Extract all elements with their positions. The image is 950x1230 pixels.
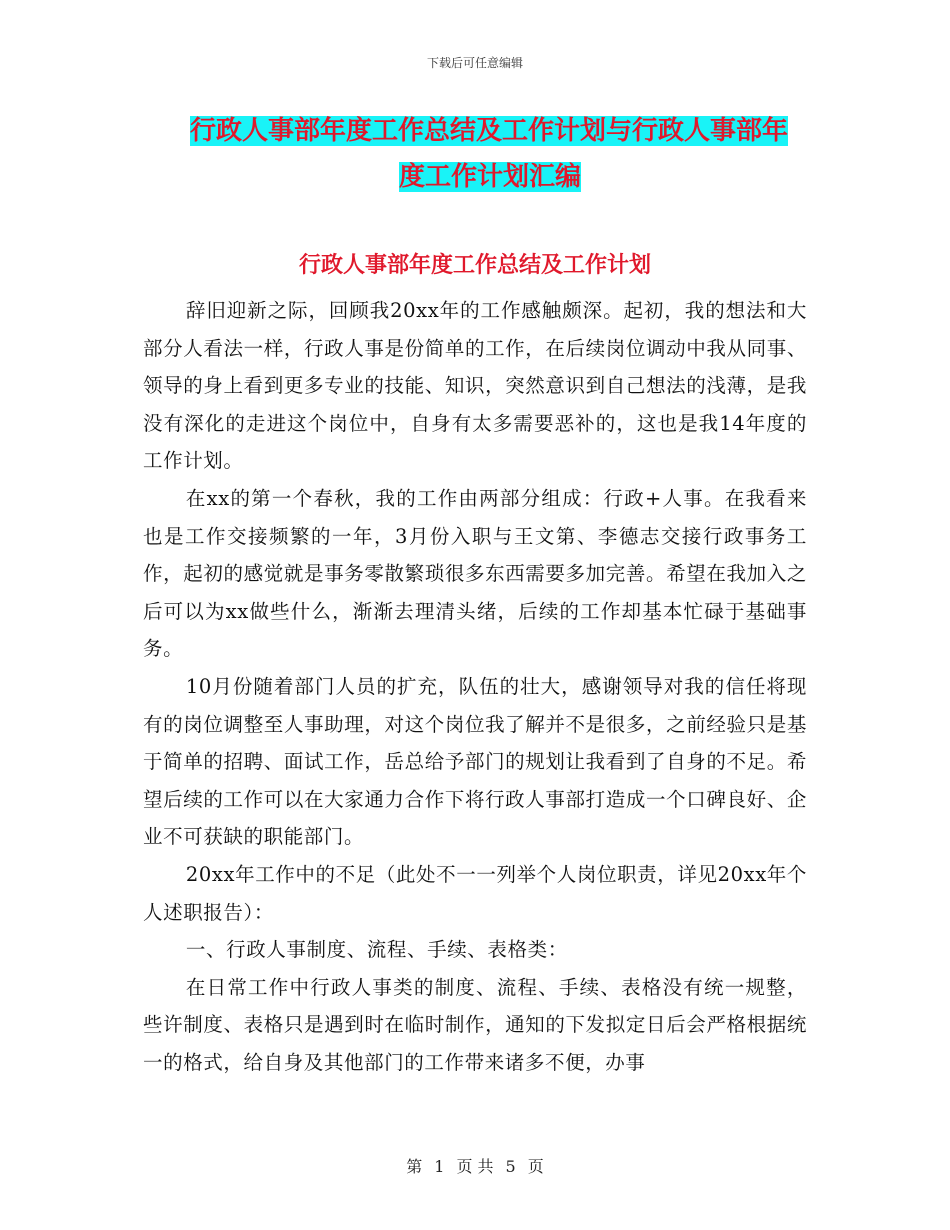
footer-current-page: 1 (434, 1157, 445, 1176)
paragraph: 20xx年工作中的不足（此处不一一列举个人岗位职责，详见20xx年个人述职报告）： (143, 862, 807, 924)
document-title (190, 108, 810, 200)
footer-total-pages: 5 (505, 1157, 516, 1176)
footer-prefix: 第 (406, 1157, 423, 1176)
document-title-line-2: 度工作计划汇编 (398, 162, 581, 192)
document-title-line-1: 行政人事部年度工作总结及工作计划与行政人事部年 (190, 116, 789, 146)
paragraph: 辞旧迎新之际，回顾我20xx年的工作感触颇深。起初，我的想法和大部分人看法一样，行政人事是份简单的工作，在后续岗位调动中我从同事、领导的身上看到更多专业的技能、知识，突然意识到自己想法的浅薄，是我没有深化的走进这个岗位中，自身有太多需要恶补的，这也是我14年度的工作计划。 (143, 299, 807, 473)
footer-suffix: 页 (527, 1157, 544, 1176)
paragraph: 在日常工作中行政人事类的制度、流程、手续、表格没有统一规整，些许制度、表格只是遇到时在临时制作，通知的下发拟定日后会严格根据统一的格式，给自身及其他部门的工作带来诸多不便，办事 (143, 975, 807, 1074)
paragraph: 一、行政人事制度、流程、手续、表格类： (185, 938, 568, 962)
document-body (143, 292, 807, 1081)
section-title: 行政人事部年度工作总结及工作计划 (298, 253, 651, 278)
page-header-note: 下载后可任意编辑 (426, 56, 523, 70)
footer-middle: 页 共 (456, 1157, 494, 1176)
page-footer (0, 1154, 950, 1177)
paragraph: 在xx的第一个春秋，我的工作由两部分组成：行政+人事。在我看来也是工作交接频繁的一年，3月份入职与王文第、李德志交接行政事务工作，起初的感觉就是事务零散繁琐很多东西需要多加完善。希望在我加入之后可以为xx做些什么，渐渐去理清头绪，后续的工作却基本忙碌于基础事务。 (143, 486, 807, 661)
paragraph: 10月份随着部门人员的扩充，队伍的壮大，感谢领导对我的信任将现有的岗位调整至人事助理，对这个岗位我了解并不是很多，之前经验只是基于简单的招聘、面试工作，岳总给予部门的规划让我看到了自身的不足。希望后续的工作可以在大家通力合作下将行政人事部打造成一个口碑良好、企业不可获缺的职能部门。 (143, 674, 807, 849)
